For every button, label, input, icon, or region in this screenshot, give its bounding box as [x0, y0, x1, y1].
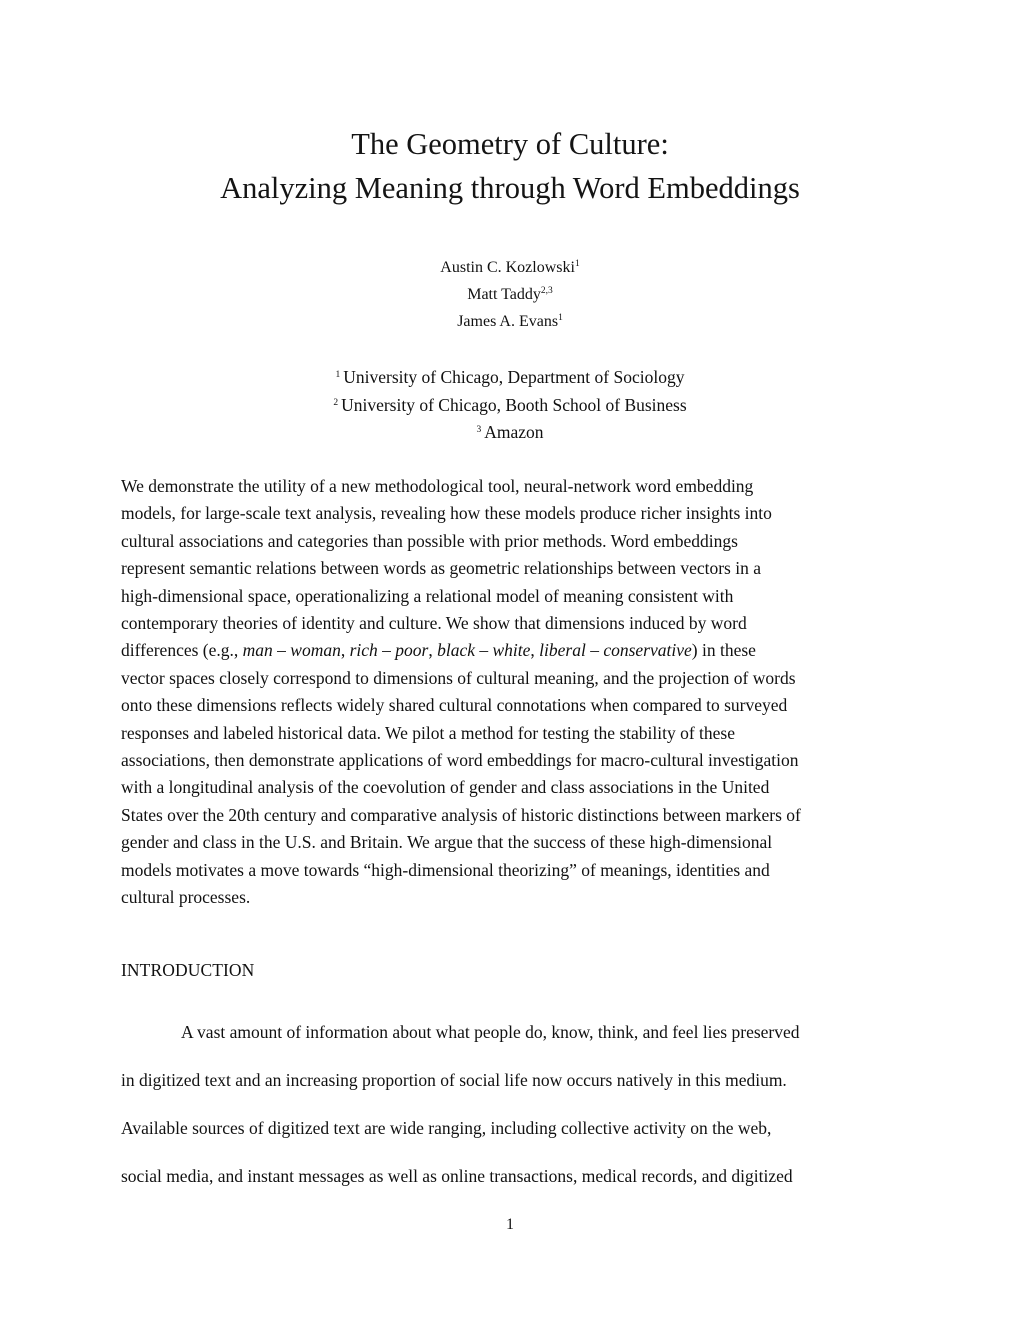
body-line: Available sources of digitized text are wide ranging, including collective activity on the web,	[121, 1118, 772, 1138]
abstract-line: vector spaces closely correspond to dimensions of cultural meaning, and the projection of words	[121, 667, 796, 688]
abstract-line: States over the 20th century and comparative analysis of historic distinctions between markers of	[121, 804, 801, 825]
abstract-line: We demonstrate the utility of a new methodological tool, neural-network word embedding	[121, 476, 754, 496]
section-heading-introduction: INTRODUCTION	[121, 960, 255, 980]
abstract-line: cultural processes.	[121, 887, 251, 908]
author	[0, 254, 1020, 281]
example-liberal-conservative: liberal – conservative	[539, 640, 692, 661]
examples-suffix: ) in these	[691, 640, 756, 661]
abstract-line: gender and class in the U.S. and Britain. We argue that the success of these high-dimensional	[121, 832, 773, 853]
abstract-line: models, for large-scale text analysis, revealing how these models produce richer insights into	[121, 503, 772, 524]
affiliation	[0, 419, 1020, 447]
affiliation	[0, 392, 1020, 420]
examples-separator: ,	[340, 640, 350, 661]
author-superscript: 1	[558, 313, 563, 323]
abstract	[121, 473, 906, 912]
abstract-line: represent semantic relations between words as geometric relationships between vectors in a	[121, 558, 761, 579]
body-line: social media, and instant messages as well as online transactions, medical records, and digitized	[121, 1166, 793, 1186]
introduction-body	[121, 1008, 906, 1200]
abstract-line: with a longitudinal analysis of the coevolution of gender and class associations in the United	[121, 777, 770, 798]
example-man-woman: man – woman	[242, 640, 341, 661]
author-list	[0, 254, 1020, 335]
author	[0, 281, 1020, 308]
abstract-line: onto these dimensions reflects widely shared cultural connotations when compared to surveyed	[121, 695, 788, 716]
affiliation	[0, 364, 1020, 392]
affiliation-list	[0, 364, 1020, 447]
examples-separator: ,	[530, 640, 540, 661]
affiliation-name: University of Chicago, Department of Sociology	[343, 367, 685, 387]
affiliation-superscript: 3	[476, 425, 482, 435]
page-number: 1	[506, 1216, 514, 1233]
abstract-line: responses and labeled historical data. We pilot a method for testing the stability of these	[121, 722, 736, 743]
abstract-line: associations, then demonstrate applications of word embeddings for macro-cultural investigation	[121, 750, 799, 771]
affiliation-superscript: 2	[333, 397, 339, 408]
examples-prefix: differences (e.g.,	[121, 640, 243, 661]
body-line: in digitized text and an increasing proportion of social life now occurs natively in this medium.	[121, 1070, 787, 1090]
affiliation-name: Amazon	[484, 422, 544, 442]
title-line-2: Analyzing Meaning through Word Embeddings	[220, 171, 800, 205]
author-name: Matt Taddy	[467, 286, 541, 303]
affiliation-superscript: 1	[335, 370, 341, 380]
body-line: A vast amount of information about what people do, know, think, and feel lies preserved	[181, 1022, 800, 1042]
title-line-1: The Geometry of Culture:	[351, 127, 669, 161]
author-name: James A. Evans	[457, 313, 559, 330]
example-black-white: black – white	[437, 640, 531, 661]
example-rich-poor: rich – poor	[349, 640, 429, 661]
author-superscript: 1	[574, 259, 580, 269]
title-block	[0, 122, 1020, 210]
affiliation-name: University of Chicago, Booth School of Business	[341, 394, 687, 415]
author	[0, 308, 1020, 335]
author-name: Austin C. Kozlowski	[440, 259, 575, 276]
author-superscript: 2,3	[540, 286, 553, 296]
abstract-line: models motivates a move towards “high-dimensional theorizing” of meanings, identities and	[121, 859, 770, 880]
examples-separator: ,	[428, 640, 438, 661]
abstract-examples-line	[121, 637, 906, 664]
abstract-line: cultural associations and categories than possible with prior methods. Word embeddings	[121, 530, 738, 551]
abstract-line: high-dimensional space, operationalizing a relational model of meaning consistent with	[121, 585, 734, 606]
abstract-line: contemporary theories of identity and culture. We show that dimensions induced by word	[121, 613, 747, 634]
